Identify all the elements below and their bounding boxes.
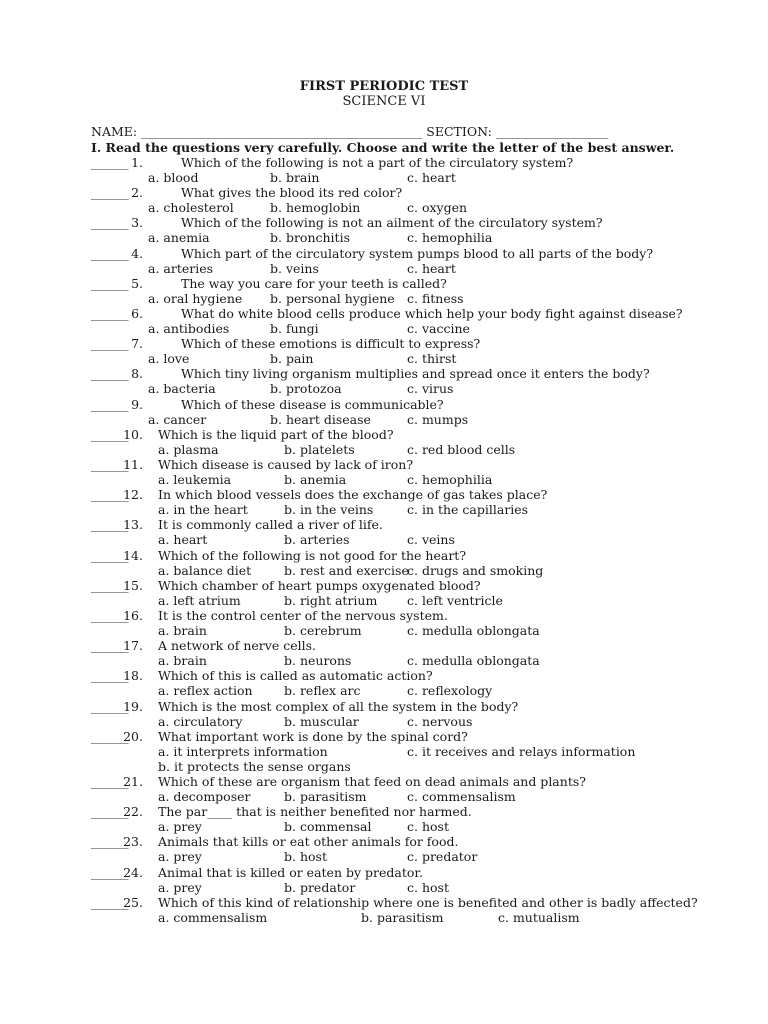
answer-blank: ______ bbox=[91, 608, 129, 623]
question-number: 6. bbox=[131, 306, 143, 321]
question-number: 1. bbox=[131, 155, 143, 170]
option-c: c. hemophilia bbox=[407, 230, 493, 246]
question-stem: Which of these emotions is difficult to express? bbox=[181, 336, 481, 352]
option-a: a. leukemia bbox=[158, 472, 232, 487]
option-a: a. heart bbox=[158, 532, 208, 548]
question-number: 13. bbox=[123, 517, 143, 533]
option-c: c. mutualism bbox=[498, 910, 580, 925]
question-stem: Which part of the circulatory system pumps blood to all parts of the body? bbox=[181, 245, 654, 261]
question-number: 5. bbox=[131, 275, 143, 291]
option-a: a. prey bbox=[158, 819, 202, 835]
option-c: c. medulla oblongata bbox=[407, 653, 540, 669]
option-b: b. host bbox=[284, 849, 327, 865]
option-b: b. right atrium bbox=[284, 592, 378, 608]
question-number: 4. bbox=[131, 245, 143, 261]
option-b: b. bronchitis bbox=[270, 230, 350, 246]
question-stem: The way you care for your teeth is called? bbox=[181, 275, 447, 291]
question-stem: A network of nerve cells. bbox=[158, 638, 316, 654]
question-stem: Which of these disease is communicable? bbox=[181, 396, 444, 412]
question-item bbox=[91, 336, 711, 366]
question-number: 12. bbox=[123, 487, 143, 503]
question-stem: Which is the liquid part of the blood? bbox=[158, 426, 394, 442]
option-a: a. commensalism bbox=[158, 910, 268, 925]
question-number: 14. bbox=[123, 547, 143, 563]
question-stem: It is the control center of the nervous system. bbox=[158, 608, 448, 623]
option-c: c. drugs and smoking bbox=[407, 562, 544, 578]
option-a: a. decomposer bbox=[158, 789, 251, 804]
question-item bbox=[91, 215, 711, 245]
option-b: b. platelets bbox=[284, 441, 355, 457]
answer-blank: ______ bbox=[91, 804, 129, 820]
question-stem: Animals that kills or eat other animals for food. bbox=[158, 834, 459, 850]
option-c: c. red blood cells bbox=[407, 441, 516, 457]
question-stem: What gives the blood its red color? bbox=[181, 185, 403, 201]
question-item bbox=[91, 865, 711, 895]
question-number: 22. bbox=[123, 804, 143, 820]
answer-blank: ______ bbox=[91, 306, 129, 321]
option-a: a. plasma bbox=[158, 441, 219, 457]
option-a: a. arteries bbox=[148, 260, 214, 276]
option-b: b. cerebrum bbox=[284, 623, 362, 638]
question-item bbox=[91, 155, 711, 185]
option-c: c. heart bbox=[407, 260, 456, 276]
option-a: a. balance diet bbox=[158, 562, 252, 578]
option-b: b. hemoglobin bbox=[270, 200, 361, 216]
option-b: b. parasitism bbox=[361, 910, 444, 925]
option-b: b. muscular bbox=[284, 713, 359, 729]
question-number: 11. bbox=[123, 457, 143, 472]
option-c: c. heart bbox=[407, 170, 456, 185]
question-item bbox=[91, 548, 711, 578]
option-c: c. vaccine bbox=[407, 321, 470, 336]
question-number: 21. bbox=[123, 774, 143, 789]
instructions: I. Read the questions very carefully. Choose and write the letter of the best answer. bbox=[91, 140, 675, 155]
option-a: a. reflex action bbox=[158, 683, 253, 699]
answer-blank: ______ bbox=[91, 245, 129, 261]
question-item bbox=[91, 608, 711, 638]
answer-blank: ______ bbox=[91, 638, 129, 654]
option-c: c. left ventricle bbox=[407, 592, 503, 608]
option-a: a. love bbox=[148, 351, 190, 367]
answer-blank: ______ bbox=[91, 834, 129, 850]
question-item bbox=[91, 517, 711, 547]
option-c: c. reflexology bbox=[407, 683, 493, 699]
option-c: c. host bbox=[407, 879, 449, 895]
answer-blank: ______ bbox=[91, 698, 129, 714]
option-a: a. cholesterol bbox=[148, 200, 234, 216]
question-item bbox=[91, 397, 711, 427]
option-c: c. commensalism bbox=[407, 789, 516, 804]
option-c: c. oxygen bbox=[407, 200, 468, 216]
answer-blank: ______ bbox=[91, 577, 129, 593]
option-a: a. in the heart bbox=[158, 502, 248, 518]
question-number: 10. bbox=[123, 426, 143, 442]
answer-blank: ______ bbox=[91, 895, 129, 910]
question-number: 15. bbox=[123, 577, 143, 593]
name-section-line: NAME: _____________________________________________ SECTION: __________________ bbox=[91, 124, 609, 139]
question-stem: It is commonly called a river of life. bbox=[158, 517, 383, 533]
answer-blank: ______ bbox=[91, 396, 129, 412]
option-c: c. it receives and relays information bbox=[407, 744, 636, 759]
question-stem: Which of this is called as automatic action? bbox=[158, 668, 433, 684]
question-number: 8. bbox=[131, 366, 143, 382]
answer-blank: ______ bbox=[91, 774, 129, 789]
option-c: c. thirst bbox=[407, 351, 457, 367]
option-a: a. prey bbox=[158, 849, 202, 865]
question-number: 24. bbox=[123, 864, 143, 880]
answer-blank: ______ bbox=[91, 668, 129, 684]
answer-blank: ______ bbox=[91, 275, 129, 291]
option-b: b. neurons bbox=[284, 653, 352, 669]
answer-blank: ______ bbox=[91, 729, 129, 744]
option-b: b. personal hygiene bbox=[270, 290, 395, 306]
answer-blank: ______ bbox=[91, 517, 129, 533]
question-item bbox=[91, 774, 711, 804]
question-stem: In which blood vessels does the exchange of gas takes place? bbox=[158, 487, 548, 503]
option-b: b. reflex arc bbox=[284, 683, 361, 699]
answer-blank: ______ bbox=[91, 547, 129, 563]
option-b: b. anemia bbox=[284, 472, 347, 487]
question-number: 20. bbox=[123, 729, 143, 744]
answer-blank: ______ bbox=[91, 457, 129, 472]
option-b: b. it protects the sense organs bbox=[158, 759, 351, 774]
answer-blank: ______ bbox=[91, 366, 129, 382]
question-stem: Which chamber of heart pumps oxygenated blood? bbox=[158, 577, 481, 593]
question-item bbox=[91, 834, 711, 864]
question-number: 3. bbox=[131, 215, 143, 231]
option-b: b. veins bbox=[270, 260, 319, 276]
option-a: a. left atrium bbox=[158, 592, 241, 608]
option-c: c. medulla oblongata bbox=[407, 623, 540, 638]
option-b: b. arteries bbox=[284, 532, 350, 548]
question-stem: What do white blood cells produce which help your body fight against disease? bbox=[181, 306, 683, 321]
question-item bbox=[91, 457, 711, 487]
question-20 bbox=[91, 729, 711, 774]
answer-blank: ______ bbox=[91, 426, 129, 442]
question-stem: Which of the following is not good for the heart? bbox=[158, 547, 467, 563]
option-c: c. veins bbox=[407, 532, 455, 548]
option-a: a. circulatory bbox=[158, 713, 243, 729]
option-b: b. predator bbox=[284, 879, 356, 895]
question-stem: The par____ that is neither benefited nor harmed. bbox=[158, 804, 472, 820]
option-c: c. virus bbox=[407, 381, 454, 397]
option-b: b. heart disease bbox=[270, 411, 371, 427]
question-number: 17. bbox=[123, 638, 143, 654]
question-item bbox=[91, 185, 711, 215]
question-25 bbox=[91, 895, 711, 925]
question-item bbox=[91, 638, 711, 668]
question-stem: What important work is done by the spinal cord? bbox=[158, 729, 468, 744]
option-b: b. brain bbox=[270, 170, 320, 185]
option-b: b. rest and exercise bbox=[284, 562, 409, 578]
option-b: b. commensal bbox=[284, 819, 372, 835]
question-item bbox=[91, 366, 711, 396]
option-a: a. brain bbox=[158, 623, 207, 638]
question-item bbox=[91, 427, 711, 457]
answer-blank: ______ bbox=[91, 185, 129, 201]
question-stem: Which disease is caused by lack of iron? bbox=[158, 457, 414, 472]
option-b: b. fungi bbox=[270, 321, 319, 336]
option-a: a. oral hygiene bbox=[148, 290, 243, 306]
question-item bbox=[91, 804, 711, 834]
option-b: b. parasitism bbox=[284, 789, 367, 804]
option-c: c. fitness bbox=[407, 290, 464, 306]
option-a: a. prey bbox=[158, 879, 202, 895]
question-item bbox=[91, 306, 711, 336]
question-stem: Which of this kind of relationship where one is benefited and other is badly affected? bbox=[158, 895, 698, 910]
question-stem: Which of the following is not an ailment of the circulatory system? bbox=[181, 215, 603, 231]
option-b: b. in the veins bbox=[284, 502, 374, 518]
question-stem: Animal that is killed or eaten by predator. bbox=[158, 864, 423, 880]
question-number: 23. bbox=[123, 834, 143, 850]
option-c: c. predator bbox=[407, 849, 478, 865]
question-number: 19. bbox=[123, 698, 143, 714]
option-a: a. blood bbox=[148, 170, 199, 185]
option-c: c. host bbox=[407, 819, 449, 835]
answer-blank: ______ bbox=[91, 487, 129, 503]
option-a: a. anemia bbox=[148, 230, 210, 246]
question-number: 25. bbox=[123, 895, 143, 910]
question-number: 9. bbox=[131, 396, 143, 412]
answer-blank: ______ bbox=[91, 155, 129, 170]
option-b: b. protozoa bbox=[270, 381, 342, 397]
question-stem: Which of these are organism that feed on dead animals and plants? bbox=[158, 774, 586, 789]
question-number: 16. bbox=[123, 608, 143, 623]
question-stem: Which of the following is not a part of the circulatory system? bbox=[181, 155, 574, 170]
option-c: c. mumps bbox=[407, 411, 469, 427]
question-number: 18. bbox=[123, 668, 143, 684]
question-number: 2. bbox=[131, 185, 143, 201]
option-a: a. it interprets information bbox=[158, 744, 328, 759]
option-b: b. pain bbox=[270, 351, 314, 367]
answer-blank: ______ bbox=[91, 215, 129, 231]
question-item bbox=[91, 578, 711, 608]
question-item bbox=[91, 246, 711, 276]
question-stem: Which is the most complex of all the system in the body? bbox=[158, 698, 519, 714]
question-item bbox=[91, 276, 711, 306]
option-a: a. bacteria bbox=[148, 381, 216, 397]
option-a: a. cancer bbox=[148, 411, 207, 427]
question-item bbox=[91, 699, 711, 729]
question-item bbox=[91, 487, 711, 517]
answer-blank: ______ bbox=[91, 336, 129, 352]
question-item bbox=[91, 668, 711, 698]
page-subtitle: SCIENCE VI bbox=[342, 94, 426, 109]
question-number: 7. bbox=[131, 336, 143, 352]
option-c: c. nervous bbox=[407, 713, 473, 729]
question-stem: Which tiny living organism multiplies and spread once it enters the body? bbox=[181, 366, 650, 382]
option-c: c. hemophilia bbox=[407, 472, 493, 487]
option-c: c. in the capillaries bbox=[407, 502, 529, 518]
page-title: FIRST PERIODIC TEST bbox=[299, 79, 469, 94]
answer-blank: ______ bbox=[91, 864, 129, 880]
option-a: a. brain bbox=[158, 653, 207, 669]
option-a: a. antibodies bbox=[148, 321, 230, 336]
